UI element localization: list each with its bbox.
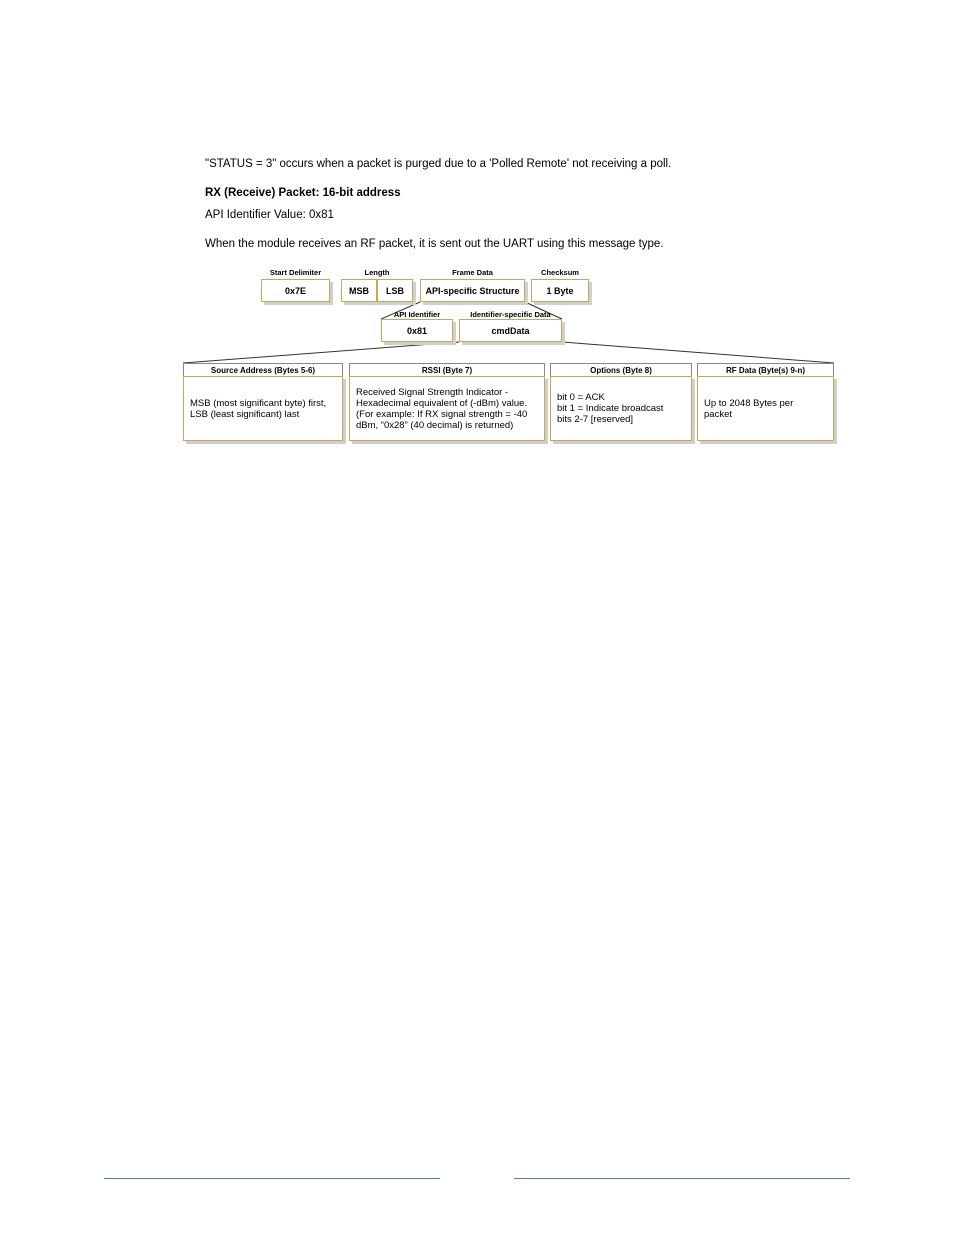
footer-rule-right bbox=[514, 1178, 850, 1179]
field-text-rf-data: Up to 2048 Bytes per packet bbox=[704, 397, 794, 420]
field-header-source-address: Source Address (Bytes 5-6) bbox=[183, 363, 343, 376]
field-header-rf-data: RF Data (Byte(s) 9-n) bbox=[697, 363, 834, 376]
length-lsb-box: LSB bbox=[377, 279, 413, 302]
status-note: "STATUS = 3" occurs when a packet is purged due to a 'Polled Remote' not receiving a poll. bbox=[205, 158, 672, 170]
start-delimiter-box: 0x7E bbox=[261, 279, 330, 302]
connector-data-right bbox=[562, 342, 834, 363]
field-body-rssi bbox=[349, 376, 545, 441]
field-text-source-address: MSB (most significant byte) first, LSB (least significant) last bbox=[190, 397, 327, 420]
field-body-options bbox=[550, 376, 692, 441]
field-text-rssi: Received Signal Strength Indicator - Hexadecimal equivalent of (-dBm) value. (For example: If RX signal strength = -40 dBm, “0x28” (40 decimal) is returned) bbox=[356, 386, 528, 431]
identifier-data-box: cmdData bbox=[459, 319, 562, 342]
section-heading: RX (Receive) Packet: 16-bit address bbox=[205, 187, 401, 199]
footer-rule-left bbox=[104, 1178, 440, 1179]
frame-data-box: API-specific Structure bbox=[420, 279, 525, 302]
identifier-data-label: Identifier-specific Data bbox=[470, 310, 551, 319]
length-msb-box: MSB bbox=[341, 279, 377, 302]
field-header-options: Options (Byte 8) bbox=[550, 363, 692, 376]
checksum-box: 1 Byte bbox=[531, 279, 589, 302]
checksum-label: Checksum bbox=[541, 268, 579, 277]
frame-data-label: Frame Data bbox=[452, 268, 493, 277]
field-header-rssi: RSSI (Byte 7) bbox=[349, 363, 545, 376]
field-body-rf-data bbox=[697, 376, 834, 441]
api-identifier-label: API Identifier bbox=[393, 310, 441, 319]
field-text-options: bit 0 = ACK bit 1 = Indicate broadcast bits 2-7 [reserved] bbox=[557, 392, 664, 425]
length-label: Length bbox=[364, 268, 390, 277]
connector-data-left bbox=[183, 342, 459, 363]
field-body-source-address bbox=[183, 376, 343, 441]
api-identifier-value: API Identifier Value: 0x81 bbox=[205, 209, 334, 221]
api-identifier-box: 0x81 bbox=[381, 319, 453, 342]
start-delimiter-label: Start Delimiter bbox=[269, 268, 322, 277]
description: When the module receives an RF packet, it is sent out the UART using this message type. bbox=[205, 238, 664, 250]
